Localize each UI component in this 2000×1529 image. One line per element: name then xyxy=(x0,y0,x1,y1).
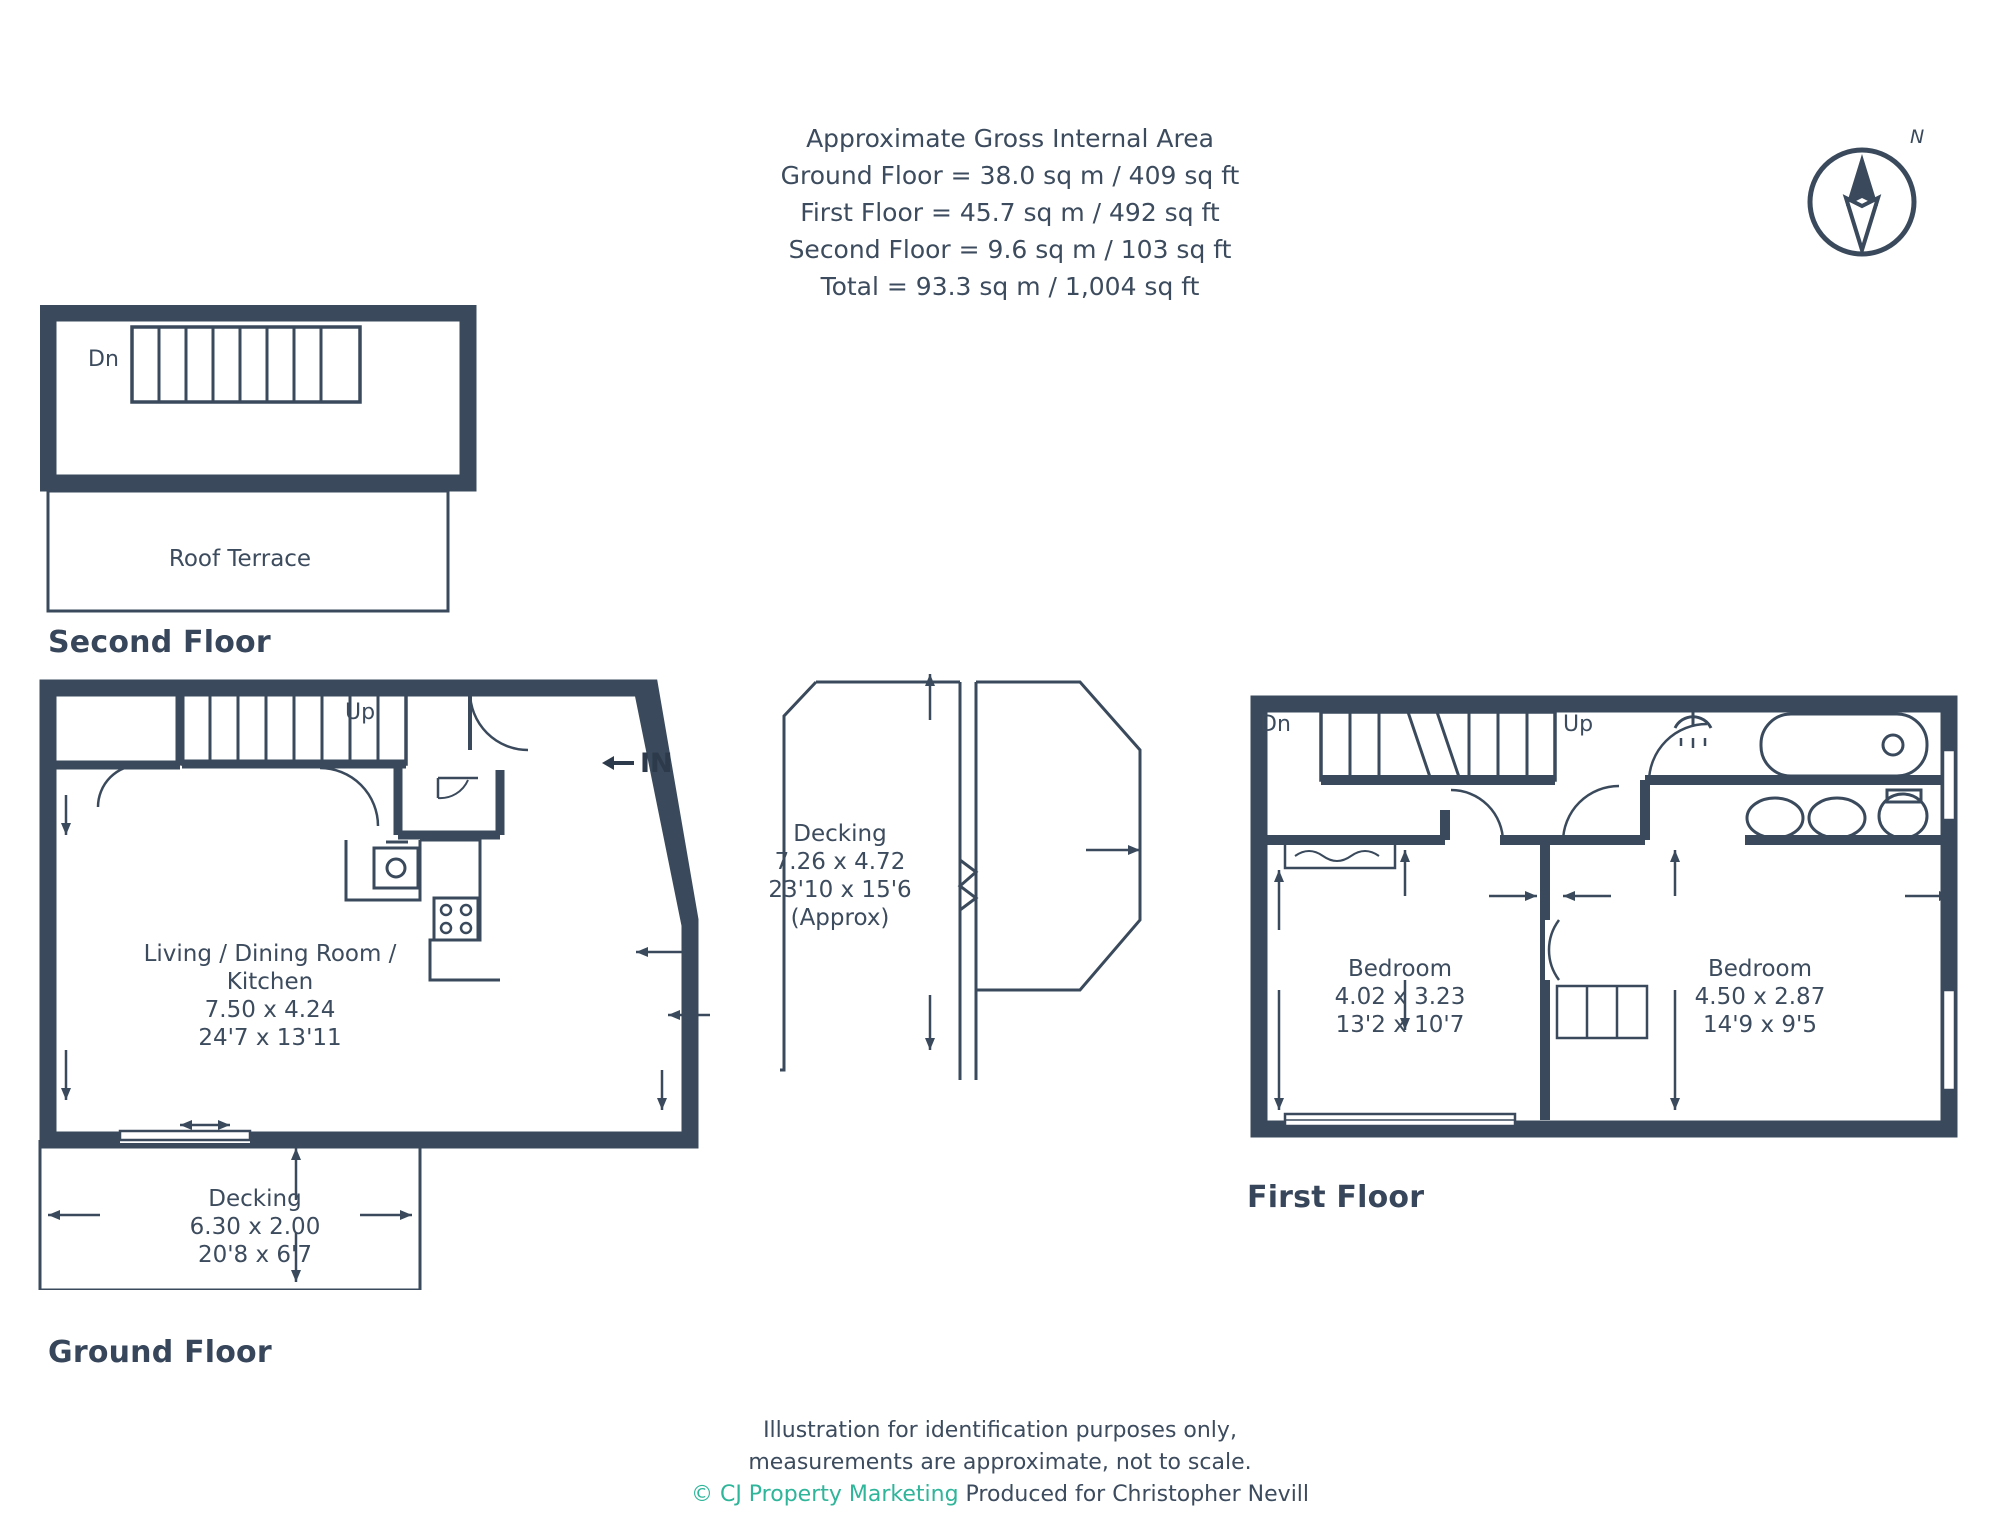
ground-floor-title: Ground Floor xyxy=(48,1335,272,1370)
bedroom1-dim-metric: 4.02 x 3.23 xyxy=(1334,984,1466,1010)
entry-label: IN xyxy=(640,748,673,779)
first-floor-title: First Floor xyxy=(1247,1180,1425,1215)
room-label-ground-decking xyxy=(110,1185,400,1269)
footer xyxy=(500,1415,1500,1511)
footer-copyright: © CJ Property Marketing xyxy=(690,1482,959,1507)
first-floor-plan xyxy=(1245,690,1965,1160)
compass-rose xyxy=(1790,120,1970,270)
area-ground-floor: Ground Floor = 38.0 sq m / 409 sq ft xyxy=(780,161,1240,190)
first-floor-stair-down-label: Dn xyxy=(1260,712,1291,737)
first-floor-stair-up-label: Up xyxy=(1563,712,1594,737)
compass-north-label: N xyxy=(1910,126,1925,148)
area-total: Total = 93.3 sq m / 1,004 sq ft xyxy=(820,272,1200,301)
footer-credits xyxy=(500,1479,1500,1511)
main-decking-name: Decking xyxy=(793,821,887,847)
bedroom2-name: Bedroom xyxy=(1707,956,1813,982)
entry-marker xyxy=(640,748,673,779)
living-dim-imperial: 24'7 x 13'11 xyxy=(198,1025,342,1051)
area-summary xyxy=(740,120,1280,305)
room-label-roof-terrace xyxy=(110,545,370,573)
ground-floor-stair-up-label: Up xyxy=(345,700,376,725)
bedroom2-dim-imperial: 14'9 x 9'5 xyxy=(1702,1012,1818,1038)
room-label-bedroom-2 xyxy=(1620,955,1900,1039)
bedroom1-dim-imperial: 13'2 x 10'7 xyxy=(1335,1012,1465,1038)
main-decking-plan xyxy=(780,660,1220,1400)
living-name-line2: Kitchen xyxy=(226,969,314,995)
ground-decking-name: Decking xyxy=(208,1186,302,1212)
bedroom1-name: Bedroom xyxy=(1347,956,1453,982)
room-label-main-decking xyxy=(720,820,960,932)
area-second-floor: Second Floor = 9.6 sq m / 103 sq ft xyxy=(788,235,1232,264)
living-name-line1: Living / Dining Room / xyxy=(143,941,397,967)
ground-decking-dim-imperial: 20'8 x 6'7 xyxy=(197,1242,313,1268)
footer-produced-for: Produced for Christopher Nevill xyxy=(965,1482,1310,1507)
roof-terrace-name: Roof Terrace xyxy=(168,546,312,572)
second-floor-title: Second Floor xyxy=(48,625,271,660)
room-label-living-dining-kitchen xyxy=(60,940,480,1052)
main-decking-dim-metric: 7.26 x 4.72 xyxy=(774,849,906,875)
area-summary-title: Approximate Gross Internal Area xyxy=(806,124,1214,153)
ground-decking-dim-metric: 6.30 x 2.00 xyxy=(189,1214,321,1240)
living-dim-metric: 7.50 x 4.24 xyxy=(204,997,336,1023)
footer-disclaimer-line2: measurements are approximate, not to scale. xyxy=(748,1450,1252,1475)
second-floor-stair-down-label: Dn xyxy=(88,347,119,372)
area-first-floor: First Floor = 45.7 sq m / 492 sq ft xyxy=(800,198,1220,227)
main-decking-note: (Approx) xyxy=(790,905,890,931)
footer-disclaimer-line1: Illustration for identification purposes only, xyxy=(763,1418,1237,1443)
bedroom2-dim-metric: 4.50 x 2.87 xyxy=(1694,984,1826,1010)
room-label-bedroom-1 xyxy=(1260,955,1540,1039)
main-decking-dim-imperial: 23'10 x 15'6 xyxy=(768,877,912,903)
